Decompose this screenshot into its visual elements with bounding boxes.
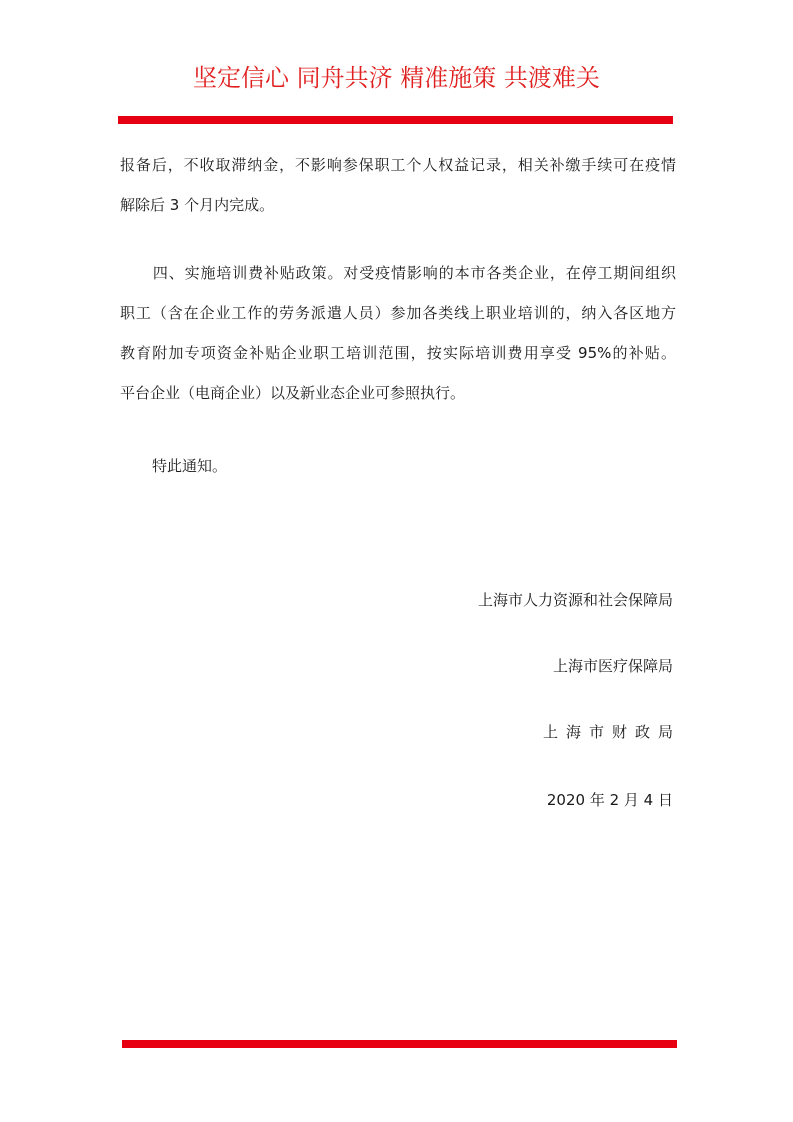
page-header-slogan: 坚定信心 同舟共济 精准施策 共渡难关	[193, 64, 600, 92]
paragraph-line: 平台企业（电商企业）以及新业态企业可参照执行。	[120, 384, 466, 402]
issuer-medical-security-bureau: 上海市医疗保障局	[552, 657, 673, 675]
paragraph-closing	[120, 446, 676, 486]
paragraph-line: 职工（含在企业工作的劳务派遣人员）参加各类线上职业培训的，纳入各区地方	[120, 304, 676, 322]
paragraph-line-first	[120, 446, 676, 486]
paragraph-line-text: 特此通知。	[152, 457, 228, 475]
paragraph-line-text: 四、实施培训费补贴政策。对受疫情影响的本市各类企业，在停工期间组织	[152, 264, 676, 282]
issuer-finance-bureau: 上海市财政局	[542, 723, 681, 741]
issue-date: 2020 年 2 月 4 日	[546, 791, 673, 809]
footer-divider	[122, 1040, 677, 1048]
issuer-hrss-bureau: 上海市人力资源和社会保障局	[477, 591, 673, 609]
paragraph-line: 解除后 3 个月内完成。	[120, 196, 275, 214]
paragraph-training-subsidy	[120, 253, 676, 413]
header-divider	[118, 116, 673, 124]
paragraph-line-first	[120, 253, 676, 293]
paragraph-line: 教育附加专项资金补贴企业职工培训范围，按实际培训费用享受 95%的补贴。	[120, 344, 676, 362]
paragraph-line: 报备后，不收取滞纳金，不影响参保职工个人权益记录，相关补缴手续可在疫情	[120, 156, 676, 174]
paragraph-continuation	[120, 145, 676, 225]
